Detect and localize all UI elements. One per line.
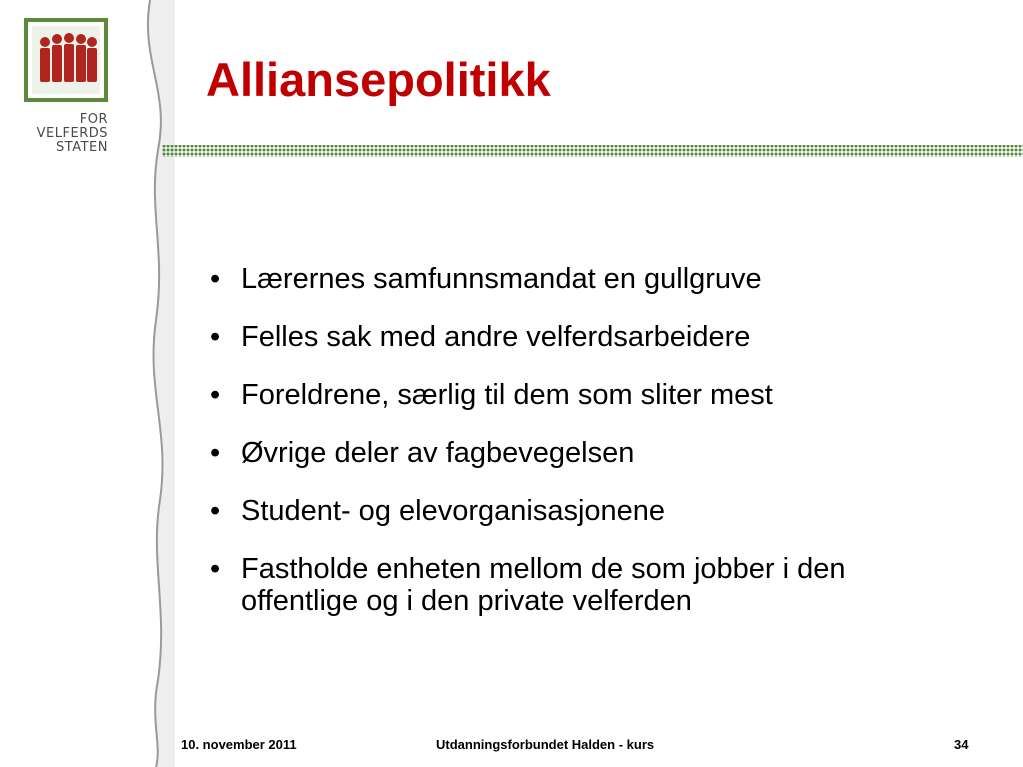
bullet-text: Student- og elevorganisasjonene <box>241 495 666 527</box>
logo-people-icon <box>24 18 108 102</box>
bullet-text: Fastholde enheten mellom de som jobber i den offentlige og i den private velferden <box>241 553 846 617</box>
for-velferdsstaten-logo <box>24 18 110 155</box>
bullet-dot: • <box>210 379 221 411</box>
footer-organization: Utdanningsforbundet Halden - kurs <box>436 737 655 752</box>
bullet-text: Foreldrene, særlig til dem som sliter mest <box>241 379 773 411</box>
footer-page-number: 34 <box>954 737 969 752</box>
slide-title: Alliansepolitikk <box>206 53 551 106</box>
bullet-text: Øvrige deler av fagbevegelsen <box>241 437 635 469</box>
bullet-item <box>210 437 970 469</box>
dotted-divider <box>162 144 1023 158</box>
bullet-dot: • <box>210 553 221 585</box>
bullet-item <box>210 553 970 617</box>
bullet-dot: • <box>210 321 221 353</box>
bullet-dot: • <box>210 437 221 469</box>
footer-date: 10. november 2011 <box>181 737 297 752</box>
bullet-dot: • <box>210 263 221 295</box>
bullet-dot: • <box>210 495 221 527</box>
bullet-text: Lærernes samfunnsmandat en gullgruve <box>241 263 762 295</box>
logo-line-2: VELFERDS <box>36 126 108 141</box>
bullet-item <box>210 495 970 527</box>
logo-line-1: FOR <box>79 112 108 127</box>
bullet-item <box>210 321 970 353</box>
bullet-item <box>210 263 970 295</box>
bullet-text: Felles sak med andre velferdsarbeidere <box>241 321 751 353</box>
bullet-item <box>210 379 970 411</box>
bullet-list <box>210 263 970 643</box>
logo-text <box>24 113 110 155</box>
logo-line-3: STATEN <box>56 140 108 155</box>
